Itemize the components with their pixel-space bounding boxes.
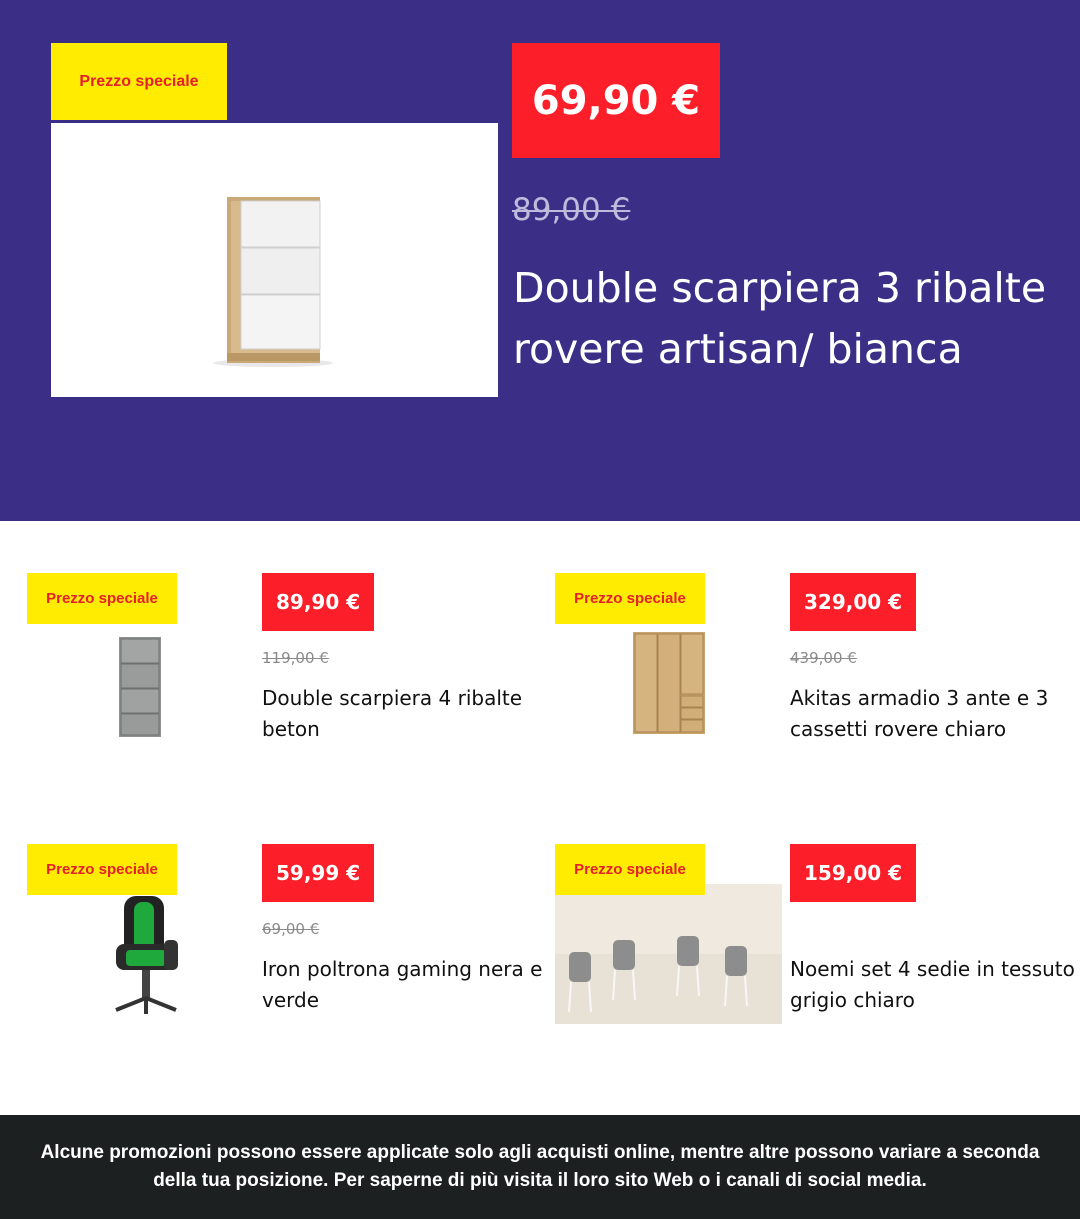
product-old-price: 69,00 € xyxy=(262,920,320,938)
shoe-cabinet-oak-white-image xyxy=(51,123,498,397)
product-card[interactable] xyxy=(555,844,1080,1074)
chairs-set-image xyxy=(555,884,782,1024)
grey-shoe-cabinet-image xyxy=(107,633,167,743)
hero-price: 69,90 € xyxy=(512,43,720,158)
product-title[interactable]: Iron poltrona gaming nera e verde xyxy=(262,957,543,1012)
product-card[interactable] xyxy=(555,573,1080,803)
product-title[interactable]: Double scarpiera 4 ribalte beton xyxy=(262,686,523,741)
special-price-badge: Prezzo speciale xyxy=(51,43,227,120)
hero-product-image[interactable] xyxy=(51,123,498,397)
product-image[interactable] xyxy=(625,628,715,742)
hero-old-price: 89,00 € xyxy=(512,192,631,228)
disclaimer-footer xyxy=(0,1115,1080,1219)
product-image[interactable] xyxy=(555,884,782,1028)
special-price-badge: Prezzo speciale xyxy=(27,573,177,624)
product-card[interactable] xyxy=(27,844,555,1074)
product-title[interactable]: Noemi set 4 sedie in tessuto grigio chiaro xyxy=(790,957,1075,1012)
product-price: 159,00 € xyxy=(790,844,916,902)
hero-product-title[interactable]: Double scarpiera 3 ribalte rovere artisan/ bianca xyxy=(513,264,1047,373)
product-image[interactable] xyxy=(107,633,167,747)
product-image[interactable] xyxy=(102,892,192,1026)
special-price-badge: Prezzo speciale xyxy=(555,573,705,624)
gaming-chair-image xyxy=(102,892,192,1022)
product-card[interactable] xyxy=(27,573,555,803)
product-old-price: 119,00 € xyxy=(262,649,329,667)
special-price-badge: Prezzo speciale xyxy=(555,844,705,895)
oak-wardrobe-image xyxy=(625,628,715,738)
product-price: 329,00 € xyxy=(790,573,916,631)
special-price-badge: Prezzo speciale xyxy=(27,844,177,895)
product-title[interactable]: Akitas armadio 3 ante e 3 cassetti rovere chiaro xyxy=(790,686,1049,741)
disclaimer-text: Alcune promozioni possono essere applicate solo agli acquisti online, mentre altre possono variare a seconda della tua posizione. Per saperne di più visita il loro sito Web o i canali di social media. xyxy=(40,1142,1040,1191)
product-price: 59,99 € xyxy=(262,844,374,902)
product-old-price: 439,00 € xyxy=(790,649,857,667)
product-price: 89,90 € xyxy=(262,573,374,631)
hero-section xyxy=(0,0,1080,521)
